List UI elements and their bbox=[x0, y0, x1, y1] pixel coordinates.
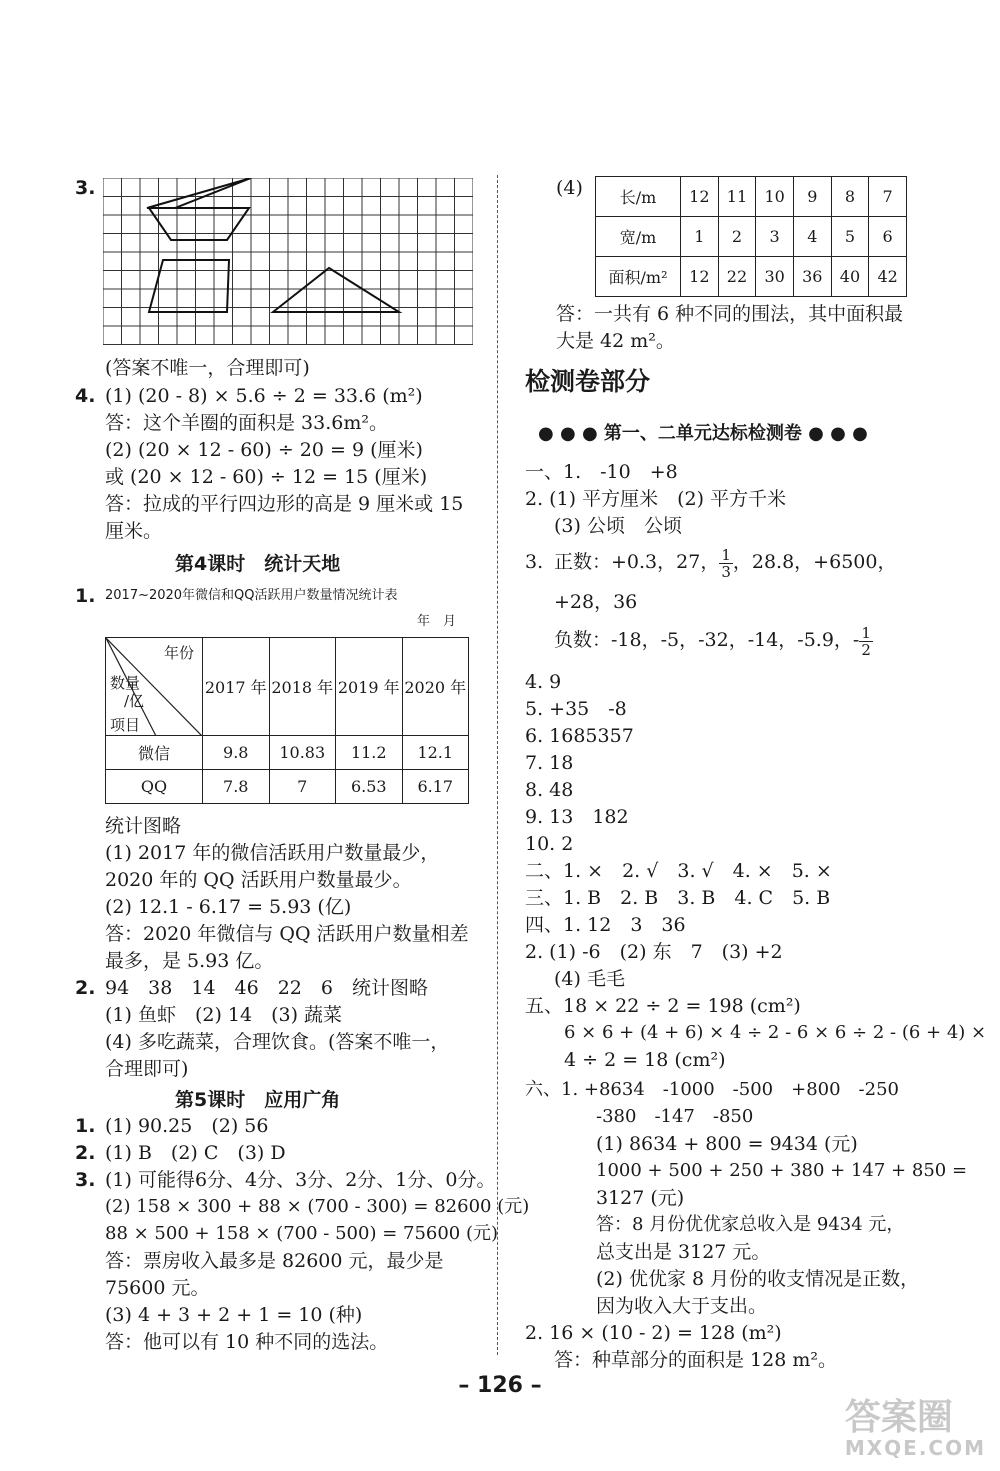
cell: 7 bbox=[869, 177, 907, 217]
watermark-line1: 答案圈 bbox=[844, 1397, 953, 1438]
fraction-one-half bbox=[859, 625, 873, 658]
l5-q2-text: (1) B (2) C (3) D bbox=[105, 1142, 286, 1164]
cell: 12 bbox=[681, 177, 719, 217]
row-label: 面积/m² bbox=[596, 257, 681, 297]
table-corner-cell bbox=[106, 638, 203, 736]
q1-line-6: 最多，是 5.93 亿。 bbox=[105, 950, 274, 972]
row-name: 微信 bbox=[106, 736, 203, 770]
row-name: QQ bbox=[106, 770, 203, 804]
cell: 30 bbox=[756, 257, 794, 297]
l5-q3-line-2: 88 × 500 + 158 × (700 - 500) = 75600 (元) bbox=[105, 1223, 499, 1244]
table-date: 年 月 bbox=[417, 614, 457, 629]
parallelogram-shape-2 bbox=[149, 260, 229, 312]
sec5-b: 6 × 6 + (4 + 6) × 4 ÷ 2 - 6 × 6 ÷ 2 - (6 + 4) × bbox=[564, 1022, 987, 1043]
cell: 7 bbox=[269, 770, 336, 804]
l5-q3-line-5: (3) 4 + 3 + 2 + 1 = 10 (种) bbox=[105, 1304, 363, 1326]
l5-q1-number: 1. bbox=[75, 1115, 96, 1137]
sec5-c: 4 ÷ 2 = 18 (cm²) bbox=[564, 1049, 726, 1071]
q2-line-2: (1) 鱼虾 (2) 14 (3) 蔬菜 bbox=[105, 1004, 343, 1026]
sec1-q6: 6. 1685357 bbox=[525, 725, 634, 747]
sec6-line-5: 总支出是 3127 元。 bbox=[596, 1241, 771, 1263]
table-row bbox=[596, 217, 907, 257]
sec1-q10: 10. 2 bbox=[525, 833, 574, 855]
sec6-line-1: (1) 8634 + 800 = 9434 (元) bbox=[596, 1133, 858, 1155]
sec6-line-6: (2) 优优家 8 月份的收支情况是正数， bbox=[596, 1268, 920, 1290]
r-q4-answer-1: 答：一共有 6 种不同的围法，其中面积最 bbox=[556, 303, 904, 325]
sec1-q8: 8. 48 bbox=[525, 779, 574, 801]
fraction-denominator: 3 bbox=[721, 562, 731, 581]
cell: 40 bbox=[831, 257, 869, 297]
l5-q1-text: (1) 90.25 (2) 56 bbox=[105, 1115, 269, 1137]
cell: 7.8 bbox=[203, 770, 270, 804]
positive-text-b: ，28.8，+6500， bbox=[732, 551, 897, 573]
table-row bbox=[106, 736, 469, 770]
q3-note: (答案不唯一，合理即可) bbox=[105, 357, 310, 379]
header-year: 年份 bbox=[163, 644, 194, 662]
q1-line-5: 答：2020 年微信与 QQ 活跃用户数量相差 bbox=[105, 923, 469, 945]
sec5-a: 五、18 × 22 ÷ 2 = 198 (cm²) bbox=[525, 995, 801, 1017]
cell: 11.2 bbox=[336, 736, 403, 770]
q1-line-3: 2020 年的 QQ 活跃用户数量最少。 bbox=[105, 869, 412, 891]
fraction-numerator: 1 bbox=[861, 623, 871, 642]
part-title: 检测卷部分 bbox=[525, 367, 651, 396]
parallelogram-shape bbox=[147, 178, 251, 208]
sec1-q3-positive-2: +28，36 bbox=[554, 591, 638, 613]
q4-line-1: (1) (20 - 8) × 5.6 ÷ 2 = 33.6 (m²) bbox=[105, 385, 423, 407]
q2-line-4: 合理即可) bbox=[105, 1058, 189, 1080]
sec4-q2b: (4) 毛毛 bbox=[554, 968, 625, 990]
sec1-q2b: (3) 公顷 公顷 bbox=[554, 515, 682, 537]
sec6-line-2: 1000 + 500 + 250 + 380 + 147 + 850 = bbox=[596, 1160, 968, 1181]
negative-text: 负数：-18，-5，-32，-14，-5.9，- bbox=[554, 629, 860, 651]
q4-line-3: (2) (20 × 12 - 60) ÷ 20 = 9 (厘米) bbox=[105, 439, 423, 461]
q4-line-6: 厘米。 bbox=[105, 520, 163, 542]
l5-q3-number: 3. bbox=[75, 1169, 96, 1191]
table-row bbox=[596, 177, 907, 217]
sec6-q2a: 2. 16 × (10 - 2) = 128 (m²) bbox=[525, 1322, 782, 1344]
l5-q3-text: (1) 可能得6分、4分、3分、2分、1分、0分。 bbox=[105, 1169, 496, 1191]
cell: 12 bbox=[681, 257, 719, 297]
r-q4-answer-2: 大是 42 m²。 bbox=[556, 330, 675, 352]
q1-line-2: (1) 2017 年的微信活跃用户数量最少， bbox=[105, 842, 440, 864]
grid-figure bbox=[103, 178, 473, 350]
q1-line-4: (2) 12.1 - 6.17 = 5.93 (亿) bbox=[105, 896, 352, 918]
sec1-q4: 4. 9 bbox=[525, 671, 562, 693]
cell: 6.53 bbox=[336, 770, 403, 804]
cell: 10.83 bbox=[269, 736, 336, 770]
cell: 36 bbox=[793, 257, 831, 297]
table-row bbox=[106, 770, 469, 804]
fraction-one-third bbox=[719, 547, 733, 580]
q2-line-3: (4) 多吃蔬菜，合理饮食。(答案不唯一， bbox=[105, 1031, 450, 1053]
year-2020: 2020 年 bbox=[402, 638, 469, 736]
cell: 4 bbox=[793, 217, 831, 257]
sec1-q1: 一、1. -10 +8 bbox=[525, 461, 678, 483]
q4-line-5: 答：拉成的平行四边形的高是 9 厘米或 15 bbox=[105, 493, 464, 515]
sec1-q3-positive bbox=[554, 540, 896, 584]
l5-q2-number: 2. bbox=[75, 1142, 96, 1164]
cell: 8 bbox=[831, 177, 869, 217]
dimension-table bbox=[595, 176, 907, 297]
cell: 42 bbox=[869, 257, 907, 297]
lesson4-title: 第4课时 统计天地 bbox=[175, 553, 341, 575]
cell: 9.8 bbox=[203, 736, 270, 770]
q4-number: 4. bbox=[75, 385, 96, 407]
stats-table bbox=[105, 637, 469, 804]
trapezoid-top-shape bbox=[149, 208, 249, 240]
page-number: – 126 – bbox=[458, 1373, 542, 1398]
year-2018: 2018 年 bbox=[269, 638, 336, 736]
row-label: 宽/m bbox=[596, 217, 681, 257]
sec1-q5: 5. +35 -8 bbox=[525, 698, 627, 720]
cell: 3 bbox=[756, 217, 794, 257]
l4-q1-number: 1. bbox=[75, 585, 96, 607]
q4-line-2: 答：这个羊圈的面积是 33.6m²。 bbox=[105, 412, 388, 434]
header-item: 项目 bbox=[110, 716, 141, 734]
column-divider bbox=[497, 175, 498, 1355]
cell: 11 bbox=[718, 177, 756, 217]
sec6-q2b: 答：种草部分的面积是 128 m²。 bbox=[554, 1349, 837, 1371]
q3-number: 3. bbox=[75, 177, 96, 199]
q2-line-1: 94 38 14 46 22 6 统计图略 bbox=[105, 977, 428, 999]
l5-q3-line-3: 答：票房收入最多是 82600 元，最少是 bbox=[105, 1250, 444, 1272]
sec1-q3-label: 3. bbox=[525, 551, 544, 573]
sec2: 二、1. × 2. √ 3. √ 4. × 5. × bbox=[525, 860, 832, 882]
cell: 6.17 bbox=[402, 770, 469, 804]
header-qty: 数量 bbox=[110, 674, 141, 692]
sec6-b: -380 -147 -850 bbox=[596, 1106, 754, 1127]
unit-title: ● ● ● 第一、二单元达标检测卷 ● ● ● bbox=[538, 423, 868, 444]
sec3: 三、1. B 2. B 3. B 4. C 5. B bbox=[525, 887, 831, 909]
r-q4-label: (4) bbox=[556, 177, 583, 199]
sec6-a: 六、1. +8634 -1000 -500 +800 -250 bbox=[525, 1079, 899, 1100]
cell: 12.1 bbox=[402, 736, 469, 770]
l5-q3-line-4: 75600 元。 bbox=[105, 1277, 210, 1299]
sec1-q9: 9. 13 182 bbox=[525, 806, 629, 828]
sec6-line-3: 3127 (元) bbox=[596, 1187, 685, 1209]
cell: 22 bbox=[718, 257, 756, 297]
table-row bbox=[596, 257, 907, 297]
sec4-q1: 四、1. 12 3 36 bbox=[525, 914, 686, 936]
watermark-logo bbox=[845, 1399, 986, 1459]
year-2017: 2017 年 bbox=[203, 638, 270, 736]
year-2019: 2019 年 bbox=[336, 638, 403, 736]
header-unit: /亿 bbox=[124, 692, 145, 710]
cell: 5 bbox=[831, 217, 869, 257]
row-label: 长/m bbox=[596, 177, 681, 217]
cell: 10 bbox=[756, 177, 794, 217]
q4-line-4: 或 (20 × 12 - 60) ÷ 12 = 15 (厘米) bbox=[105, 466, 428, 488]
lesson5-title: 第5课时 应用广角 bbox=[175, 1089, 341, 1111]
cell: 1 bbox=[681, 217, 719, 257]
table-caption: 2017~2020年微信和QQ活跃用户数量情况统计表 bbox=[105, 588, 398, 603]
sec1-q3-negative bbox=[554, 618, 873, 662]
l5-q3-line-1: (2) 158 × 300 + 88 × (700 - 300) = 82600 (元) bbox=[105, 1196, 530, 1217]
cell: 6 bbox=[869, 217, 907, 257]
watermark-line2: MXQE.COM bbox=[844, 1436, 986, 1460]
l4-q2-number: 2. bbox=[75, 977, 96, 999]
q1-line-1: 统计图略 bbox=[105, 815, 182, 837]
sec4-q2: 2. (1) -6 (2) 东 7 (3) +2 bbox=[525, 941, 783, 963]
fraction-denominator: 2 bbox=[861, 640, 871, 659]
fraction-numerator: 1 bbox=[721, 545, 731, 564]
positive-text-a: 正数：+0.3，27， bbox=[554, 551, 720, 573]
sec6-line-7: 因为收入大于支出。 bbox=[596, 1295, 768, 1317]
cell: 2 bbox=[718, 217, 756, 257]
l5-q3-line-6: 答：他可以有 10 种不同的选法。 bbox=[105, 1331, 389, 1353]
sec6-line-4: 答：8 月份优优家总收入是 9434 元， bbox=[596, 1214, 905, 1235]
cell: 9 bbox=[793, 177, 831, 217]
sec1-q2a: 2. (1) 平方厘米 (2) 平方千米 bbox=[525, 488, 787, 510]
sec1-q7: 7. 18 bbox=[525, 752, 574, 774]
